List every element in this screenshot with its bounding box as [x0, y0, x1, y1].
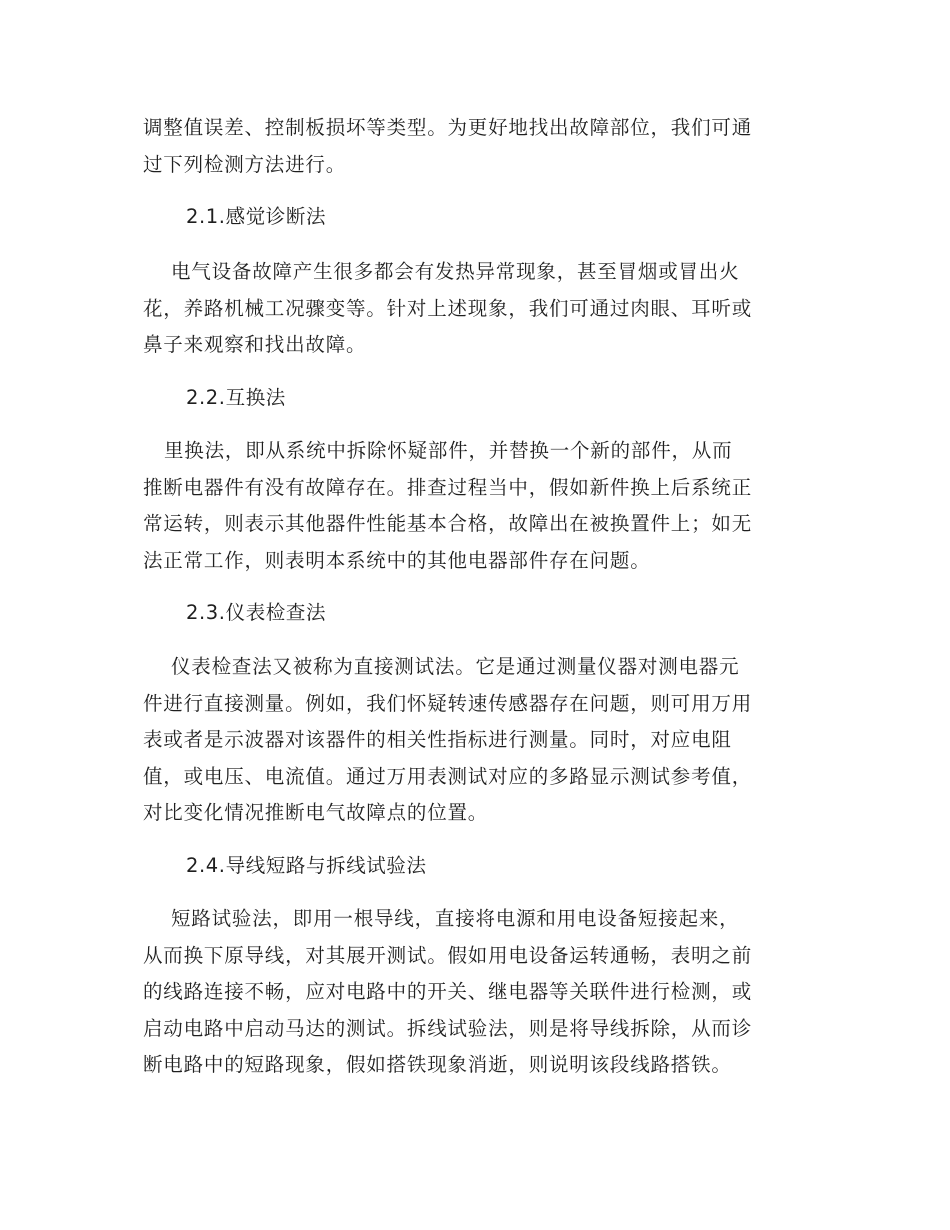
text-line: 的线路连接不畅，应对电路中的开关、继电器等关联件进行检测，或 [143, 980, 753, 1003]
text-line: 里换法，即从系统中拆除怀疑部件，并替换一个新的部件，从而 [143, 439, 733, 462]
text-line: 常运转，则表示其他器件性能基本合格，故障出在被换置件上；如无 [143, 512, 753, 535]
text-line: 花，养路机械工况骤变等。针对上述现象，我们可通过肉眼、耳听或 [143, 296, 753, 320]
text-line: 件进行直接测量。例如，我们怀疑转速传感器存在问题，则可用万用 [143, 691, 753, 715]
paragraph-short-circuit-test [143, 901, 813, 1084]
text-line: 过下列检测方法进行。 [143, 152, 347, 176]
paragraph-instrument-check [143, 649, 813, 832]
text-line: 启动电路中启动马达的测试。拆线试验法，则是将导线拆除，从而诊 [143, 1016, 753, 1040]
section-heading-2-2: 2.2.互换法 [186, 386, 286, 409]
text-line: 短路试验法，即用一根导线，直接将电源和用电设备短接起来， [143, 907, 740, 930]
text-line: 电气设备故障产生很多都会有发热异常现象，甚至冒烟或冒出火 [143, 260, 740, 283]
text-line: 表或者是示波器对该器件的相关性指标进行测量。同时，对应电阻 [143, 728, 732, 751]
text-line: 推断电器件有没有故障存在。排查过程当中，假如新件换上后系统正 [143, 475, 753, 499]
text-line: 从而换下原导线，对其展开测试。假如用电设备运转通畅，表明之前 [143, 943, 753, 967]
text-line: 仪表检查法又被称为直接测试法。它是通过测量仪器对测电器元 [143, 655, 740, 678]
text-line: 对比变化情况推断电气故障点的位置。 [143, 801, 489, 824]
text-line: 值，或电压、电流值。通过万用表测试对应的多路显示测试参考值， [143, 764, 753, 788]
text-line: 法正常工作，则表明本系统中的其他电器部件存在问题。 [143, 548, 651, 572]
section-heading-2-4: 2.4.导线短路与拆线试验法 [186, 854, 427, 877]
paragraph-intro [143, 110, 813, 183]
text-line: 鼻子来观察和找出故障。 [143, 333, 367, 356]
paragraph-sensory-diagnosis [143, 254, 813, 364]
paragraph-swap-method [143, 433, 813, 579]
section-heading-2-3: 2.3.仪表检查法 [186, 601, 327, 624]
text-line: 断电路中的短路现象，假如搭铁现象消逝，则说明该段线路搭铁。 [143, 1053, 732, 1076]
text-line: 调整值误差、控制板损坏等类型。为更好地找出故障部位，我们可通 [143, 116, 753, 139]
section-heading-2-1: 2.1.感觉诊断法 [186, 205, 327, 228]
